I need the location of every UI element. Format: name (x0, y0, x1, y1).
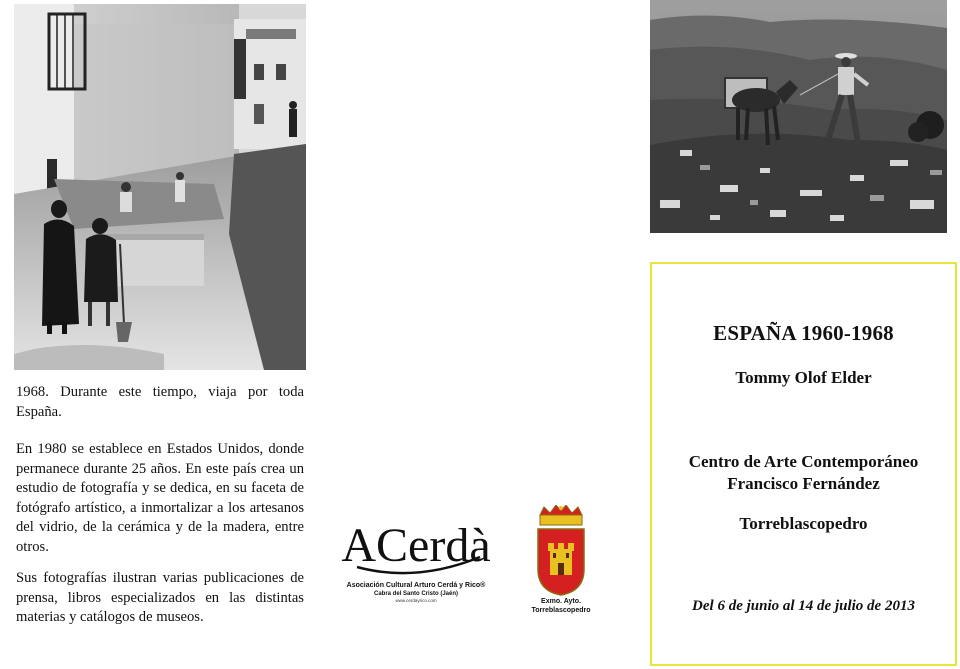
crest-caption-line-2: Torreblascopedro (531, 607, 591, 614)
acerda-location: Cabra del Santo Cristo (Jaén) (373, 591, 459, 597)
castle-crest-icon (530, 505, 592, 597)
exhibition-cover-panel (650, 262, 957, 666)
acerda-website: www.cerdayrico.com (395, 598, 437, 603)
venue-town: Torreblascopedro (739, 514, 868, 533)
donkey-photo (650, 0, 947, 233)
bio-paragraph-1: 1968. Durante este tiempo, viaja por toda España. (16, 384, 304, 420)
street-photo (14, 4, 306, 370)
photographer-name: Tommy Olof Elder (735, 368, 872, 387)
acerda-association-name: Asociación Cultural Arturo Cerdá y Rico® (346, 582, 486, 589)
venue-line-1: Centro de Arte Contemporáneo (688, 452, 919, 471)
bio-paragraph-2: En 1980 se establece en Estados Unidos, donde permanece durante 25 años. En este país crea un estudio de fotografía y se dedica, en su faceta de fotógrafo artístico, a inmortalizar a los artesanos del vidrio, de la cerámica y de la madera, entre otros. (16, 441, 304, 555)
acerda-association-logo (335, 505, 497, 605)
town-hall-crest (530, 505, 592, 620)
exhibition-dates: Del 6 de junio al 14 de julio de 2013 (692, 598, 915, 614)
crest-caption-line-1: Exmo. Ayto. (541, 598, 581, 605)
acerda-wordmark: ACerdà (341, 519, 491, 572)
exhibition-title: ESPAÑA 1960-1968 (713, 321, 894, 345)
venue-line-2: Francisco Fernández (727, 474, 880, 493)
bio-paragraph-3: Sus fotografías ilustran varias publicaciones de prensa, libros especializados en las distintas materias y catálogos de museos. (16, 570, 304, 625)
